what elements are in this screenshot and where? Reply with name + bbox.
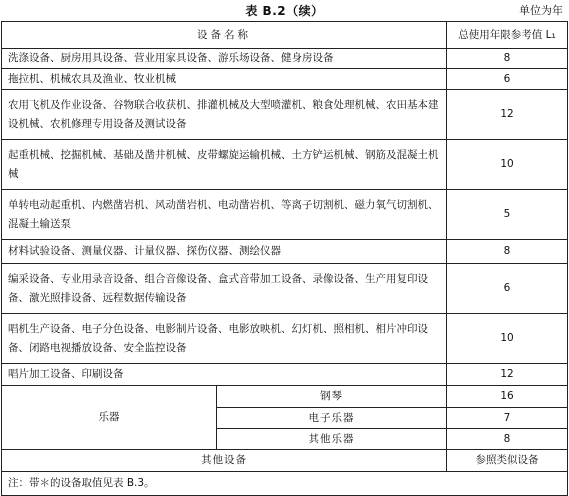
years-cell: 12 [447,90,568,140]
table-row [2,90,568,140]
table-row [2,314,568,364]
table-caption [0,0,569,20]
table-note-row [2,472,568,496]
other-equipment-cell: 其他设备 [2,450,447,472]
table-row [2,264,568,314]
years-cell: 8 [447,49,568,69]
years-cell: 6 [447,69,568,90]
table-title: 表 B.2（续） [245,4,324,18]
equipment-name-cell: 编采设备、专业用录音设备、组合音像设备、盒式音带加工设备、录像设备、生产用复印设备、激光照排设备、远程数据传输设备 [2,264,447,314]
years-cell: 10 [447,314,568,364]
instrument-name-cell: 电子乐器 [217,408,447,429]
instrument-name-cell: 其他乐器 [217,429,447,450]
table-note: 注：带＊的设备取值见表 B.3。 [2,472,568,496]
table-row [2,140,568,190]
header-equipment-name: 设备名称 [2,22,447,49]
equipment-name-cell: 唱片加工设备、印刷设备 [2,364,447,386]
equipment-name-cell: 农用飞机及作业设备、谷物联合收获机、排灌机械及大型喷灌机、粮食处理机械、农田基本建设机械、农机修理专用设备及测试设备 [2,90,447,140]
table-row [2,450,568,472]
equipment-name-cell: 拖拉机、机械农具及渔业、牧业机械 [2,69,447,90]
years-cell: 10 [447,140,568,190]
equipment-name-cell: 起重机械、挖掘机械、基础及凿井机械、皮带螺旋运输机械、土方铲运机械、钢筋及混凝土机械 [2,140,447,190]
years-cell: 5 [447,190,568,240]
years-cell: 16 [447,386,568,408]
instrument-group-cell: 乐器 [2,386,217,450]
equipment-name-cell: 材料试验设备、测量仪器、计量仪器、探伤仪器、测绘仪器 [2,240,447,264]
equipment-lifetime-table [1,21,568,496]
years-cell: 12 [447,364,568,386]
table-row [2,386,568,408]
years-cell: 6 [447,264,568,314]
table-row [2,364,568,386]
instrument-name-cell: 钢琴 [217,386,447,408]
equipment-name-cell: 洗涤设备、厨房用具设备、营业用家具设备、游乐场设备、健身房设备 [2,49,447,69]
unit-label: 单位为年 [519,4,563,17]
table-row [2,190,568,240]
years-cell: 8 [447,429,568,450]
years-cell: 8 [447,240,568,264]
years-cell: 参照类似设备 [447,450,568,472]
header-total-years: 总使用年限参考值 L₁ [447,22,568,49]
equipment-name-cell: 唱机生产设备、电子分色设备、电影制片设备、电影放映机、幻灯机、照相机、相片冲印设备、闭路电视播放设备、安全监控设备 [2,314,447,364]
equipment-name-cell: 单转电动起重机、内燃凿岩机、风动凿岩机、电动凿岩机、等离子切割机、磁力氧气切割机、混凝土输送泵 [2,190,447,240]
table-row [2,69,568,90]
table-row [2,240,568,264]
years-cell: 7 [447,408,568,429]
table-row [2,49,568,69]
table-header-row [2,22,568,49]
